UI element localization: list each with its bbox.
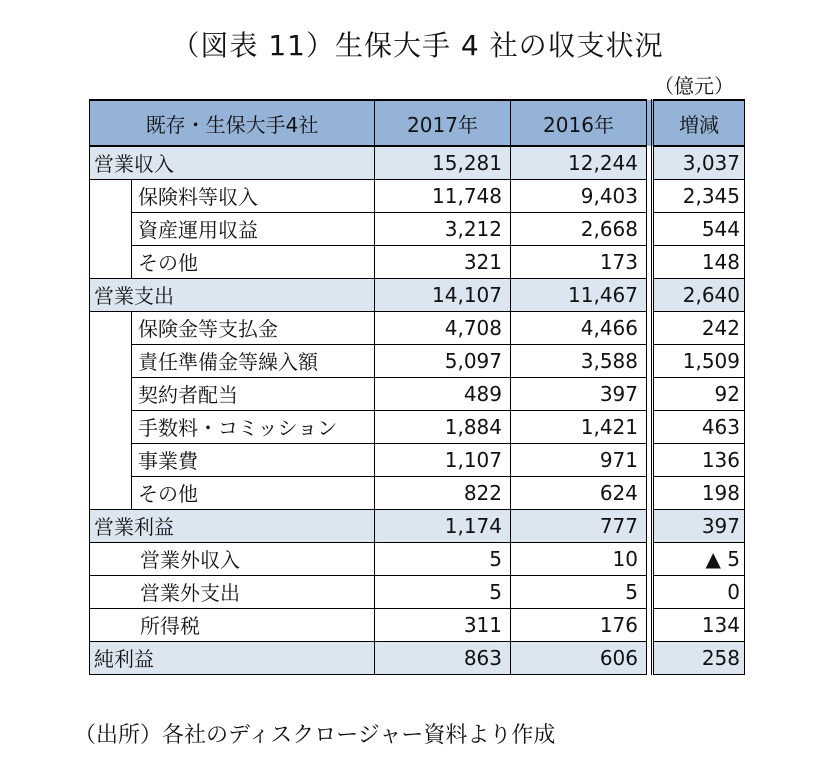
row-label: 事業費 (132, 443, 375, 476)
value-2016: 11,467 (511, 278, 647, 311)
table-row (90, 641, 745, 674)
value-2017: 822 (375, 476, 511, 509)
row-label: 営業外収入 (90, 542, 375, 575)
indent-cell (90, 443, 132, 476)
row-label: 責任準備金等繰入額 (132, 344, 375, 377)
indent-cell (90, 377, 132, 410)
value-2017: 1,174 (375, 509, 511, 542)
value-2016: 3,588 (511, 344, 647, 377)
value-delta: ▲ 5 (653, 542, 745, 575)
value-delta: 136 (653, 443, 745, 476)
value-2016: 176 (511, 608, 647, 641)
table-row (90, 542, 745, 575)
value-2017: 14,107 (375, 278, 511, 311)
table-row (90, 212, 745, 245)
value-2016: 10 (511, 542, 647, 575)
row-label: 営業収入 (90, 146, 375, 179)
value-delta: 198 (653, 476, 745, 509)
value-2016: 9,403 (511, 179, 647, 212)
table-row (90, 509, 745, 542)
value-2017: 1,107 (375, 443, 511, 476)
row-label: 資産運用収益 (132, 212, 375, 245)
table-row (90, 179, 745, 212)
value-2017: 321 (375, 245, 511, 278)
value-delta: 1,509 (653, 344, 745, 377)
value-delta: 3,037 (653, 146, 745, 179)
table-row (90, 245, 745, 278)
row-label: 営業利益 (90, 509, 375, 542)
row-label: 手数料・コミッション (132, 410, 375, 443)
value-2016: 2,668 (511, 212, 647, 245)
value-2016: 624 (511, 476, 647, 509)
indent-cell (90, 245, 132, 278)
value-2016: 397 (511, 377, 647, 410)
header-delta: 増減 (653, 100, 745, 146)
value-delta: 544 (653, 212, 745, 245)
table-row (90, 146, 745, 179)
indent-cell (90, 311, 132, 344)
header-2016: 2016年 (511, 100, 647, 146)
income-table-body (90, 100, 745, 674)
row-label: 所得税 (90, 608, 375, 641)
value-2017: 11,748 (375, 179, 511, 212)
value-delta: 397 (653, 509, 745, 542)
indent-cell (90, 344, 132, 377)
value-delta: 2,640 (653, 278, 745, 311)
value-2016: 1,421 (511, 410, 647, 443)
indent-cell (90, 212, 132, 245)
table-row (90, 575, 745, 608)
value-2016: 4,466 (511, 311, 647, 344)
row-label: その他 (132, 245, 375, 278)
row-label: その他 (132, 476, 375, 509)
value-delta: 258 (653, 641, 745, 674)
value-delta: 148 (653, 245, 745, 278)
unit-label: （億元） (654, 74, 734, 98)
value-2017: 311 (375, 608, 511, 641)
table-row (90, 278, 745, 311)
value-2017: 4,708 (375, 311, 511, 344)
value-delta: 92 (653, 377, 745, 410)
value-2016: 173 (511, 245, 647, 278)
row-label: 保険金等支払金 (132, 311, 375, 344)
value-2017: 5 (375, 542, 511, 575)
row-label: 営業外支出 (90, 575, 375, 608)
indent-cell (90, 410, 132, 443)
table-row (90, 377, 745, 410)
figure-title: （図表 11）生保大手 4 社の収支状況 (171, 29, 664, 62)
value-2017: 863 (375, 641, 511, 674)
row-label: 営業支出 (90, 278, 375, 311)
indent-cell (90, 476, 132, 509)
value-2017: 489 (375, 377, 511, 410)
income-table (89, 99, 745, 675)
table-header-row (90, 100, 745, 146)
row-label: 純利益 (90, 641, 375, 674)
value-2017: 3,212 (375, 212, 511, 245)
value-2016: 777 (511, 509, 647, 542)
value-delta: 2,345 (653, 179, 745, 212)
value-delta: 0 (653, 575, 745, 608)
value-2016: 12,244 (511, 146, 647, 179)
table-row (90, 410, 745, 443)
value-2017: 5 (375, 575, 511, 608)
value-2017: 5,097 (375, 344, 511, 377)
row-label: 契約者配当 (132, 377, 375, 410)
value-2017: 1,884 (375, 410, 511, 443)
value-delta: 463 (653, 410, 745, 443)
value-2016: 971 (511, 443, 647, 476)
source-note: （出所）各社のディスクロージャー資料より作成 (74, 723, 556, 748)
value-delta: 134 (653, 608, 745, 641)
header-2017: 2017年 (375, 100, 511, 146)
table-row (90, 476, 745, 509)
table-row (90, 344, 745, 377)
value-2017: 15,281 (375, 146, 511, 179)
table-row (90, 608, 745, 641)
header-category: 既存・生保大手4社 (90, 100, 375, 146)
value-2016: 606 (511, 641, 647, 674)
row-label: 保険料等収入 (132, 179, 375, 212)
value-delta: 242 (653, 311, 745, 344)
table-row (90, 443, 745, 476)
value-2016: 5 (511, 575, 647, 608)
table-row (90, 311, 745, 344)
indent-cell (90, 179, 132, 212)
